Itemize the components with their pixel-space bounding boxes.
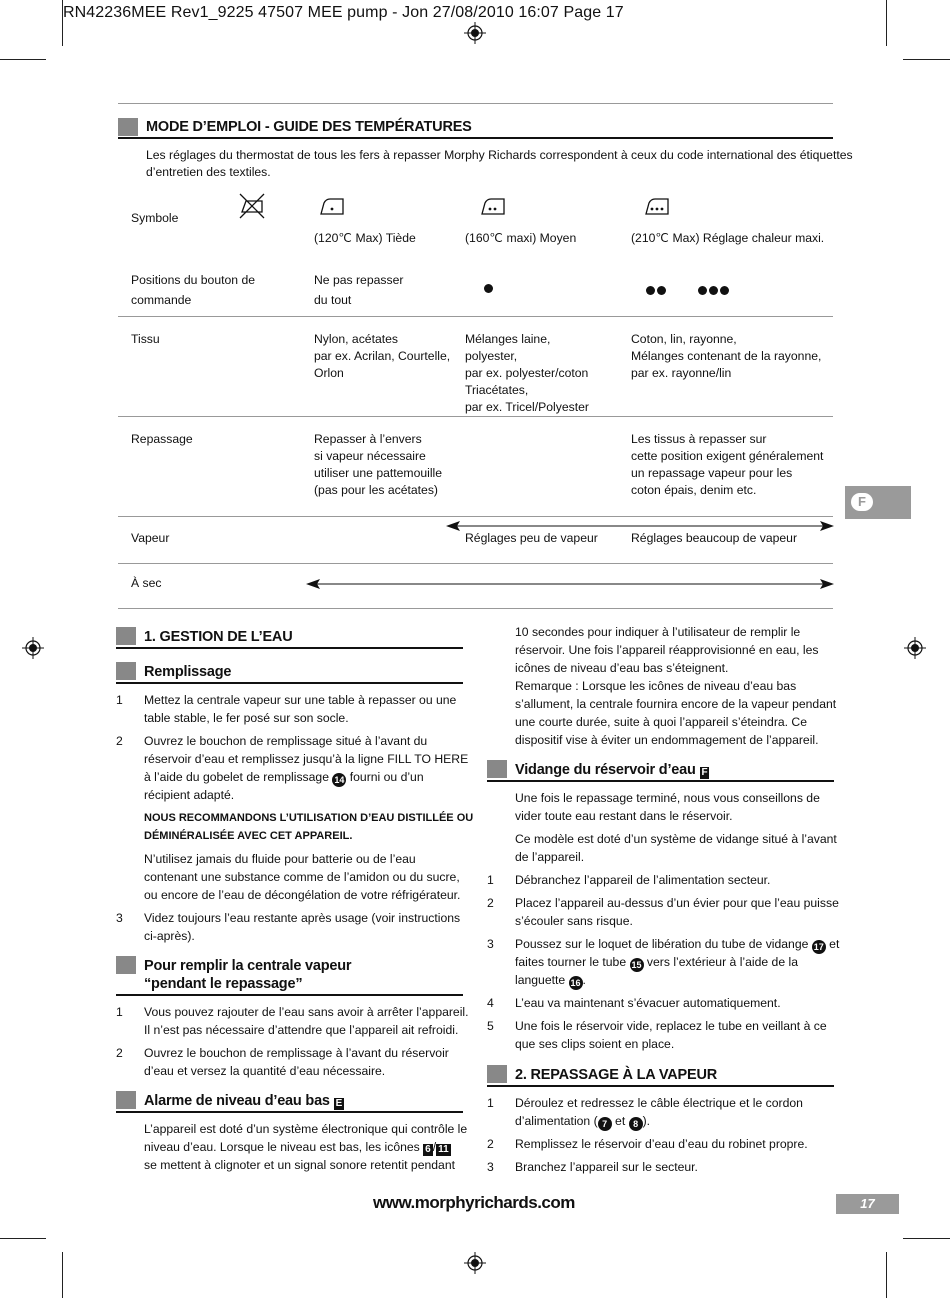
- step-text: ci-après).: [144, 929, 195, 943]
- heading-alarme: [144, 1093, 344, 1110]
- step-number: 2: [116, 1046, 123, 1060]
- heading-underline: [116, 1111, 463, 1113]
- paragraph: icônes de niveau d’eau bas s’éteignent.: [515, 661, 729, 675]
- paragraph: N’utilisez jamais du fluide pour batterie ou de l’eau: [144, 852, 416, 866]
- paragraph: Ce modèle est doté d’un système de vidange situé à l’avant: [515, 832, 837, 846]
- step-text: languette 16 .: [515, 973, 586, 988]
- row-label-asec: À sec: [131, 576, 162, 590]
- position-none: Ne pas repasser: [314, 273, 404, 287]
- step-text: [515, 953, 798, 972]
- row-label-positions: commande: [131, 293, 192, 307]
- position-one-dot: [484, 280, 495, 298]
- paragraph: L’appareil est doté d’un système électronique qui contrôle le: [144, 1122, 468, 1136]
- divider: [118, 516, 833, 517]
- temp-low: (120℃ Max) Tiède: [314, 231, 416, 245]
- heading-underline: [487, 1085, 834, 1087]
- heading-underline: [116, 994, 463, 996]
- step-text-part: d’alimentation (: [515, 1114, 598, 1128]
- step-text: [515, 1112, 650, 1131]
- position-none: du tout: [314, 293, 352, 307]
- row-label-positions: Positions du bouton de: [131, 273, 255, 287]
- repassage-high: Les tissus à repasser sur cette position exigent généralement un repassage vapeur pour les coton épais, denim etc.: [631, 432, 824, 497]
- step-number: 1: [487, 1096, 494, 1110]
- step-text: Vous pouvez rajouter de l’eau sans avoir à arrêter l’appareil.: [144, 1005, 469, 1019]
- paragraph: Remarque : Lorsque les icônes de niveau d’eau bas: [515, 679, 797, 693]
- heading-underline: [487, 780, 834, 782]
- crop-mark: [903, 1238, 950, 1239]
- row-label-vapeur: Vapeur: [131, 531, 170, 545]
- step-text: Remplissez le réservoir d’eau d’eau du robinet propre.: [515, 1137, 808, 1151]
- icon-ref-6: 6: [425, 1144, 431, 1155]
- paragraph: contenant une substance comme de l’amidon ou du sucre,: [144, 870, 460, 884]
- step-text: réservoir d’eau et remplissez jusqu’à la ligne FILL TO HERE: [144, 752, 469, 766]
- heading-underline: [116, 682, 463, 684]
- dry-range-arrow: [306, 578, 834, 590]
- heading-remplissage: Remplissage: [144, 664, 232, 680]
- section-marker: [116, 956, 136, 974]
- guide-title: MODE D’EMPLOI - GUIDE DES TEMPÉRATURES: [146, 119, 472, 135]
- divider: [118, 563, 833, 564]
- section-marker: [118, 118, 138, 136]
- paragraph: se mettent à clignoter et un signal sonore retentit pendant: [144, 1158, 455, 1172]
- vapeur-mid: Réglages peu de vapeur: [465, 531, 598, 545]
- step-text-part: faites tourner le tube: [515, 955, 627, 969]
- title-underline: [118, 137, 833, 139]
- step-text: Il n’est pas nécessaire d’attendre que l’appareil ait refroidi.: [144, 1023, 459, 1037]
- step-text: Ouvrez le bouchon de remplissage situé à l’avant du: [144, 734, 428, 748]
- step-number: 2: [487, 896, 494, 910]
- step-text: Une fois le réservoir vide, replacez le tube en veillant à ce: [515, 1019, 827, 1033]
- paragraph: Une fois le repassage terminé, nous vous conseillons de: [515, 791, 820, 805]
- paragraph: dispositif vise à éviter un endommagement de l’appareil.: [515, 733, 819, 747]
- paragraph: une courte durée, suite à quoi l’appareil s’éteindra. Ce: [515, 715, 808, 729]
- guide-intro: Les réglages du thermostat de tous les fers à repasser Morphy Richards correspondent à ceux du code international des étiquettes: [146, 148, 853, 162]
- step-text-part: fourni ou d’un: [349, 770, 424, 784]
- no-iron-icon: [238, 192, 266, 220]
- section-marker: [116, 1091, 136, 1109]
- step-text: Mettez la centrale vapeur sur une table à repasser ou une: [144, 693, 457, 707]
- step-number: 3: [116, 911, 123, 925]
- callout-16-icon: 16: [570, 978, 581, 988]
- step-text: Ouvrez le bouchon de remplissage à l’avant du réservoir: [144, 1046, 449, 1060]
- paragraph: 10 secondes pour indiquer à l’utilisateur de remplir le: [515, 625, 801, 639]
- section-marker: [487, 760, 507, 778]
- divider: [118, 608, 833, 609]
- step-text: Placez l’appareil au-dessus d’un évier pour que l’eau puisse: [515, 896, 839, 910]
- step-text: Déroulez et redressez le câble électrique et le cordon: [515, 1096, 803, 1110]
- step-text: table stable, le fer posé sur son socle.: [144, 711, 349, 725]
- step-text: s’écouler sans risque.: [515, 914, 633, 928]
- registration-mark-icon: [464, 22, 486, 44]
- figure-tag-e: E: [335, 1098, 343, 1109]
- guide-intro: d’entretien des textiles.: [146, 165, 271, 179]
- step-number: 2: [116, 734, 123, 748]
- step-number: 2: [487, 1137, 494, 1151]
- step-text: L’eau va maintenant s’évacuer automatiquement.: [515, 996, 781, 1010]
- tissu-mid: Mélanges laine, polyester, par ex. polyester/coton Triacétates, par ex. Tricel/Polyester: [465, 332, 589, 414]
- icon-ref-11: 11: [438, 1144, 449, 1155]
- step-number: 4: [487, 996, 494, 1010]
- crop-mark: [0, 59, 46, 60]
- iron-three-dots-icon: [643, 194, 671, 218]
- position-three-dots: [698, 282, 731, 300]
- step-text-part: et: [829, 937, 840, 951]
- section-marker: [116, 662, 136, 680]
- tissu-low: Nylon, acétates par ex. Acrilan, Courtelle, Orlon: [314, 332, 451, 380]
- language-tab: [845, 486, 911, 519]
- divider: [118, 316, 833, 317]
- row-label-symbole: Symbole: [131, 211, 179, 225]
- step-text: que ses clips soient en place.: [515, 1037, 675, 1051]
- temp-high: (210℃ Max) Réglage chaleur maxi.: [631, 231, 825, 245]
- step-text-part: languette: [515, 973, 566, 987]
- step-text: Branchez l’appareil sur le secteur.: [515, 1160, 698, 1174]
- paragraph: réservoir. Une fois l’appareil réapprovisionné en eau, les: [515, 643, 819, 657]
- paragraph: niveau d’eau. Lorsque le niveau est bas, les icônes 6 / 11: [144, 1140, 449, 1155]
- step-text: Débranchez l’appareil de l’alimentation secteur.: [515, 873, 771, 887]
- step-text: [144, 768, 424, 787]
- crop-mark: [886, 1252, 887, 1298]
- print-slug: RN42236MEE Rev1_9225 47507 MEE pump - Jon 27/08/2010 16:07 Page 17: [63, 4, 624, 21]
- divider: [118, 103, 833, 104]
- heading-vapeur: 2. REPASSAGE À LA VAPEUR: [515, 1067, 717, 1083]
- callout-8-icon: 8: [629, 1117, 643, 1131]
- step-number: 1: [116, 1005, 123, 1019]
- paragraph: de l’appareil.: [515, 850, 585, 864]
- crop-mark: [62, 1252, 63, 1298]
- step-text-part: à l’aide du gobelet de remplissage: [144, 770, 329, 784]
- page-number: 17: [836, 1194, 899, 1214]
- paragraph: ou encore de l’eau de décongélation de votre réfrigérateur.: [144, 888, 461, 902]
- website-link[interactable]: www.morphyrichards.com: [373, 1193, 575, 1212]
- step-number: 1: [487, 873, 494, 887]
- row-label-tissu: Tissu: [131, 332, 160, 346]
- figure-tag-f: F: [701, 767, 708, 778]
- crop-mark: [903, 59, 950, 60]
- step-text: récipient adapté.: [144, 788, 235, 802]
- step-number: 3: [487, 937, 494, 951]
- step-number: 3: [487, 1160, 494, 1174]
- vapeur-high: Réglages beaucoup de vapeur: [631, 531, 798, 545]
- registration-mark-icon: [22, 637, 44, 659]
- step-text: d’eau et versez la quantité d’eau nécessaire.: [144, 1064, 386, 1078]
- callout-17-icon: 17: [813, 942, 824, 952]
- heading-underline: [116, 647, 463, 649]
- tissu-high: Coton, lin, rayonne, Mélanges contenant de la rayonne, par ex. rayonne/lin: [631, 332, 822, 380]
- crop-mark: [886, 0, 887, 46]
- language-tab-label: F: [851, 493, 873, 511]
- callout-14-icon: 14: [334, 775, 345, 785]
- paragraph: s’allument, la centrale fournira encore de la vapeur pendant: [515, 697, 837, 711]
- step-number: 1: [116, 693, 123, 707]
- warning-text: NOUS RECOMMANDONS L’UTILISATION D’EAU DISTILLÉE OU: [144, 812, 474, 824]
- heading-vidange-text: Vidange du réservoir d’eau: [515, 762, 696, 778]
- position-two-dots: [646, 282, 668, 300]
- step-text-part: vers l’extérieur à l’aide de la: [646, 955, 798, 969]
- step-text-part: et: [615, 1114, 626, 1128]
- warning-text: DÉMINÉRALISÉE AVEC CET APPAREIL.: [144, 830, 353, 842]
- paragraph: vider toute eau restant dans le réservoir.: [515, 809, 733, 823]
- crop-mark: [0, 1238, 46, 1239]
- heading-gestion: 1. GESTION DE L’EAU: [144, 629, 293, 645]
- step-text: Videz toujours l’eau restante après usage (voir instructions: [144, 911, 461, 925]
- callout-15-icon: 15: [631, 960, 642, 970]
- section-marker: [487, 1065, 507, 1083]
- step-text: [515, 935, 839, 954]
- step-text-part: ).: [642, 1114, 651, 1128]
- divider: [118, 416, 833, 417]
- iron-one-dot-icon: [318, 194, 346, 218]
- section-marker: [116, 627, 136, 645]
- temp-mid: (160℃ maxi) Moyen: [465, 231, 577, 245]
- paragraph-part: niveau d’eau. Lorsque le niveau est bas, les icônes: [144, 1140, 420, 1154]
- heading-vidange: [515, 762, 709, 779]
- heading-alarme-text: Alarme de niveau d’eau bas: [144, 1093, 330, 1109]
- callout-7-icon: 7: [598, 1117, 612, 1131]
- registration-mark-icon: [904, 637, 926, 659]
- iron-two-dots-icon: [479, 194, 507, 218]
- repassage-low: Repasser à l’envers si vapeur nécessaire utiliser une pattemouille (pas pour les acétates): [314, 432, 443, 497]
- registration-mark-icon: [464, 1252, 486, 1274]
- step-text-part: Poussez sur le loquet de libération du tube de vidange: [515, 937, 809, 951]
- row-label-repassage: Repassage: [131, 432, 193, 446]
- step-number: 5: [487, 1019, 494, 1033]
- heading-remplir: Pour remplir la centrale vapeur: [144, 958, 352, 974]
- heading-remplir: “pendant le repassage”: [144, 976, 303, 992]
